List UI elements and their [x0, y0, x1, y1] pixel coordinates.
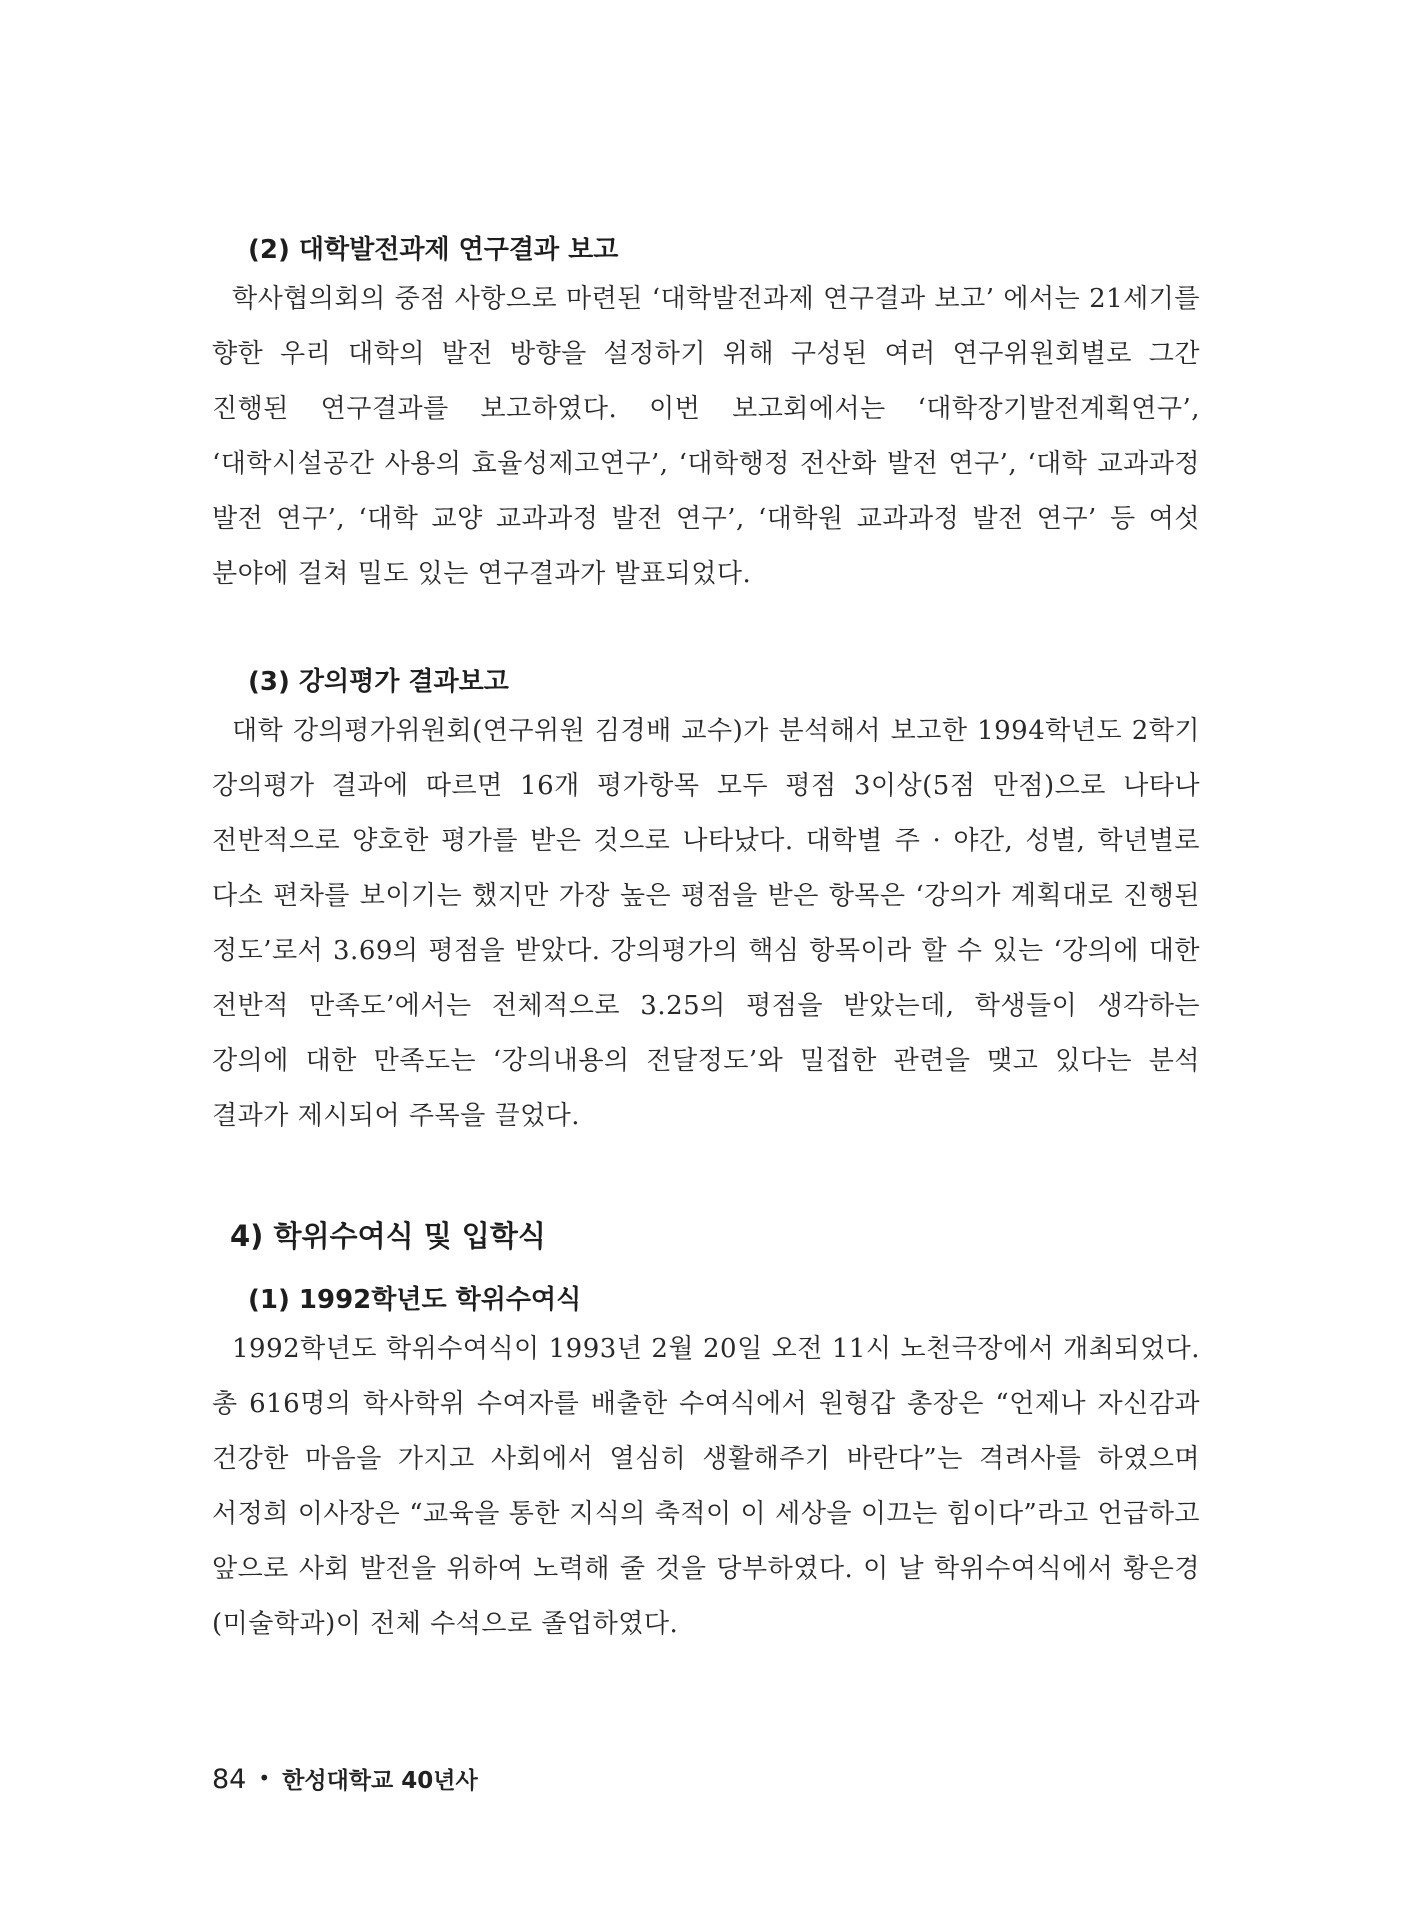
page-footer	[212, 1762, 478, 1795]
page-number: 84	[212, 1764, 247, 1795]
section-heading-4: 4) 학위수여식 및 입학식	[230, 1219, 546, 1253]
page-content	[212, 232, 1200, 1652]
book-title: 한성대학교 40년사	[282, 1768, 478, 1794]
section-body-4-1: 1992학년도 학위수여식이 1993년 2월 20일 오전 11시 노천극장에서 개최되었다. 총 616명의 학사학위 수여자를 배출한 수여식에서 원형갑 총장은 “언제나 자신감과 건강한 마음을 가지고 사회에서 열심히 생활해주기 바란다”는 격려사를 하였으며 서정희 이사장은 “교육을 통한 지식의 축적이 이 세상을 이끄는 힘이다”라고 언급하고 앞으로 사회 발전을 위하여 노력해 줄 것을 당부하였다. 이 날 학위수여식에서 황은경(미술학과)이 전체 수석으로 졸업하였다.	[212, 1334, 1200, 1639]
section-heading-2: (2) 대학발전과제 연구결과 보고	[248, 235, 619, 265]
section-body-2: 학사협의회의 중점 사항으로 마련된 ‘대학발전과제 연구결과 보고’ 에서는 21세기를 향한 우리 대학의 발전 방향을 설정하기 위해 구성된 여러 연구위원회별로 그간 진행된 연구결과를 보고하였다. 이번 보고회에서는 ‘대학장기발전계획연구’, ‘대학시설공간 사용의 효율성제고연구’, ‘대학행정 전산화 발전 연구’, ‘대학 교과과정 발전 연구’, ‘대학 교양 교과과정 발전 연구’, ‘대학원 교과과정 발전 연구’ 등 여섯 분야에 걸쳐 밀도 있는 연구결과가 발표되었다.	[212, 284, 1200, 589]
section-heading-4-1: (1) 1992학년도 학위수여식	[248, 1285, 582, 1315]
footer-bullet: •	[258, 1766, 271, 1790]
section-heading-3: (3) 강의평가 결과보고	[248, 667, 509, 697]
section-body-3: 대학 강의평가위원회(연구위원 김경배 교수)가 분석해서 보고한 1994학년도 2학기 강의평가 결과에 따르면 16개 평가항목 모두 평점 3이상(5점 만점)으로 나타나 전반적으로 양호한 평가를 받은 것으로 나타났다. 대학별 주 · 야간, 성별, 학년별로 다소 편차를 보이기는 했지만 가장 높은 평점을 받은 항목은 ‘강의가 계획대로 진행된 정도’로서 3.69의 평점을 받았다. 강의평가의 핵심 항목이라 할 수 있는 ‘강의에 대한 전반적 만족도’에서는 전체적으로 3.25의 평점을 받았는데, 학생들이 생각하는 강의에 대한 만족도는 ‘강의내용의 전달정도’와 밀접한 관련을 맺고 있다는 분석 결과가 제시되어 주목을 끌었다.	[212, 716, 1200, 1131]
